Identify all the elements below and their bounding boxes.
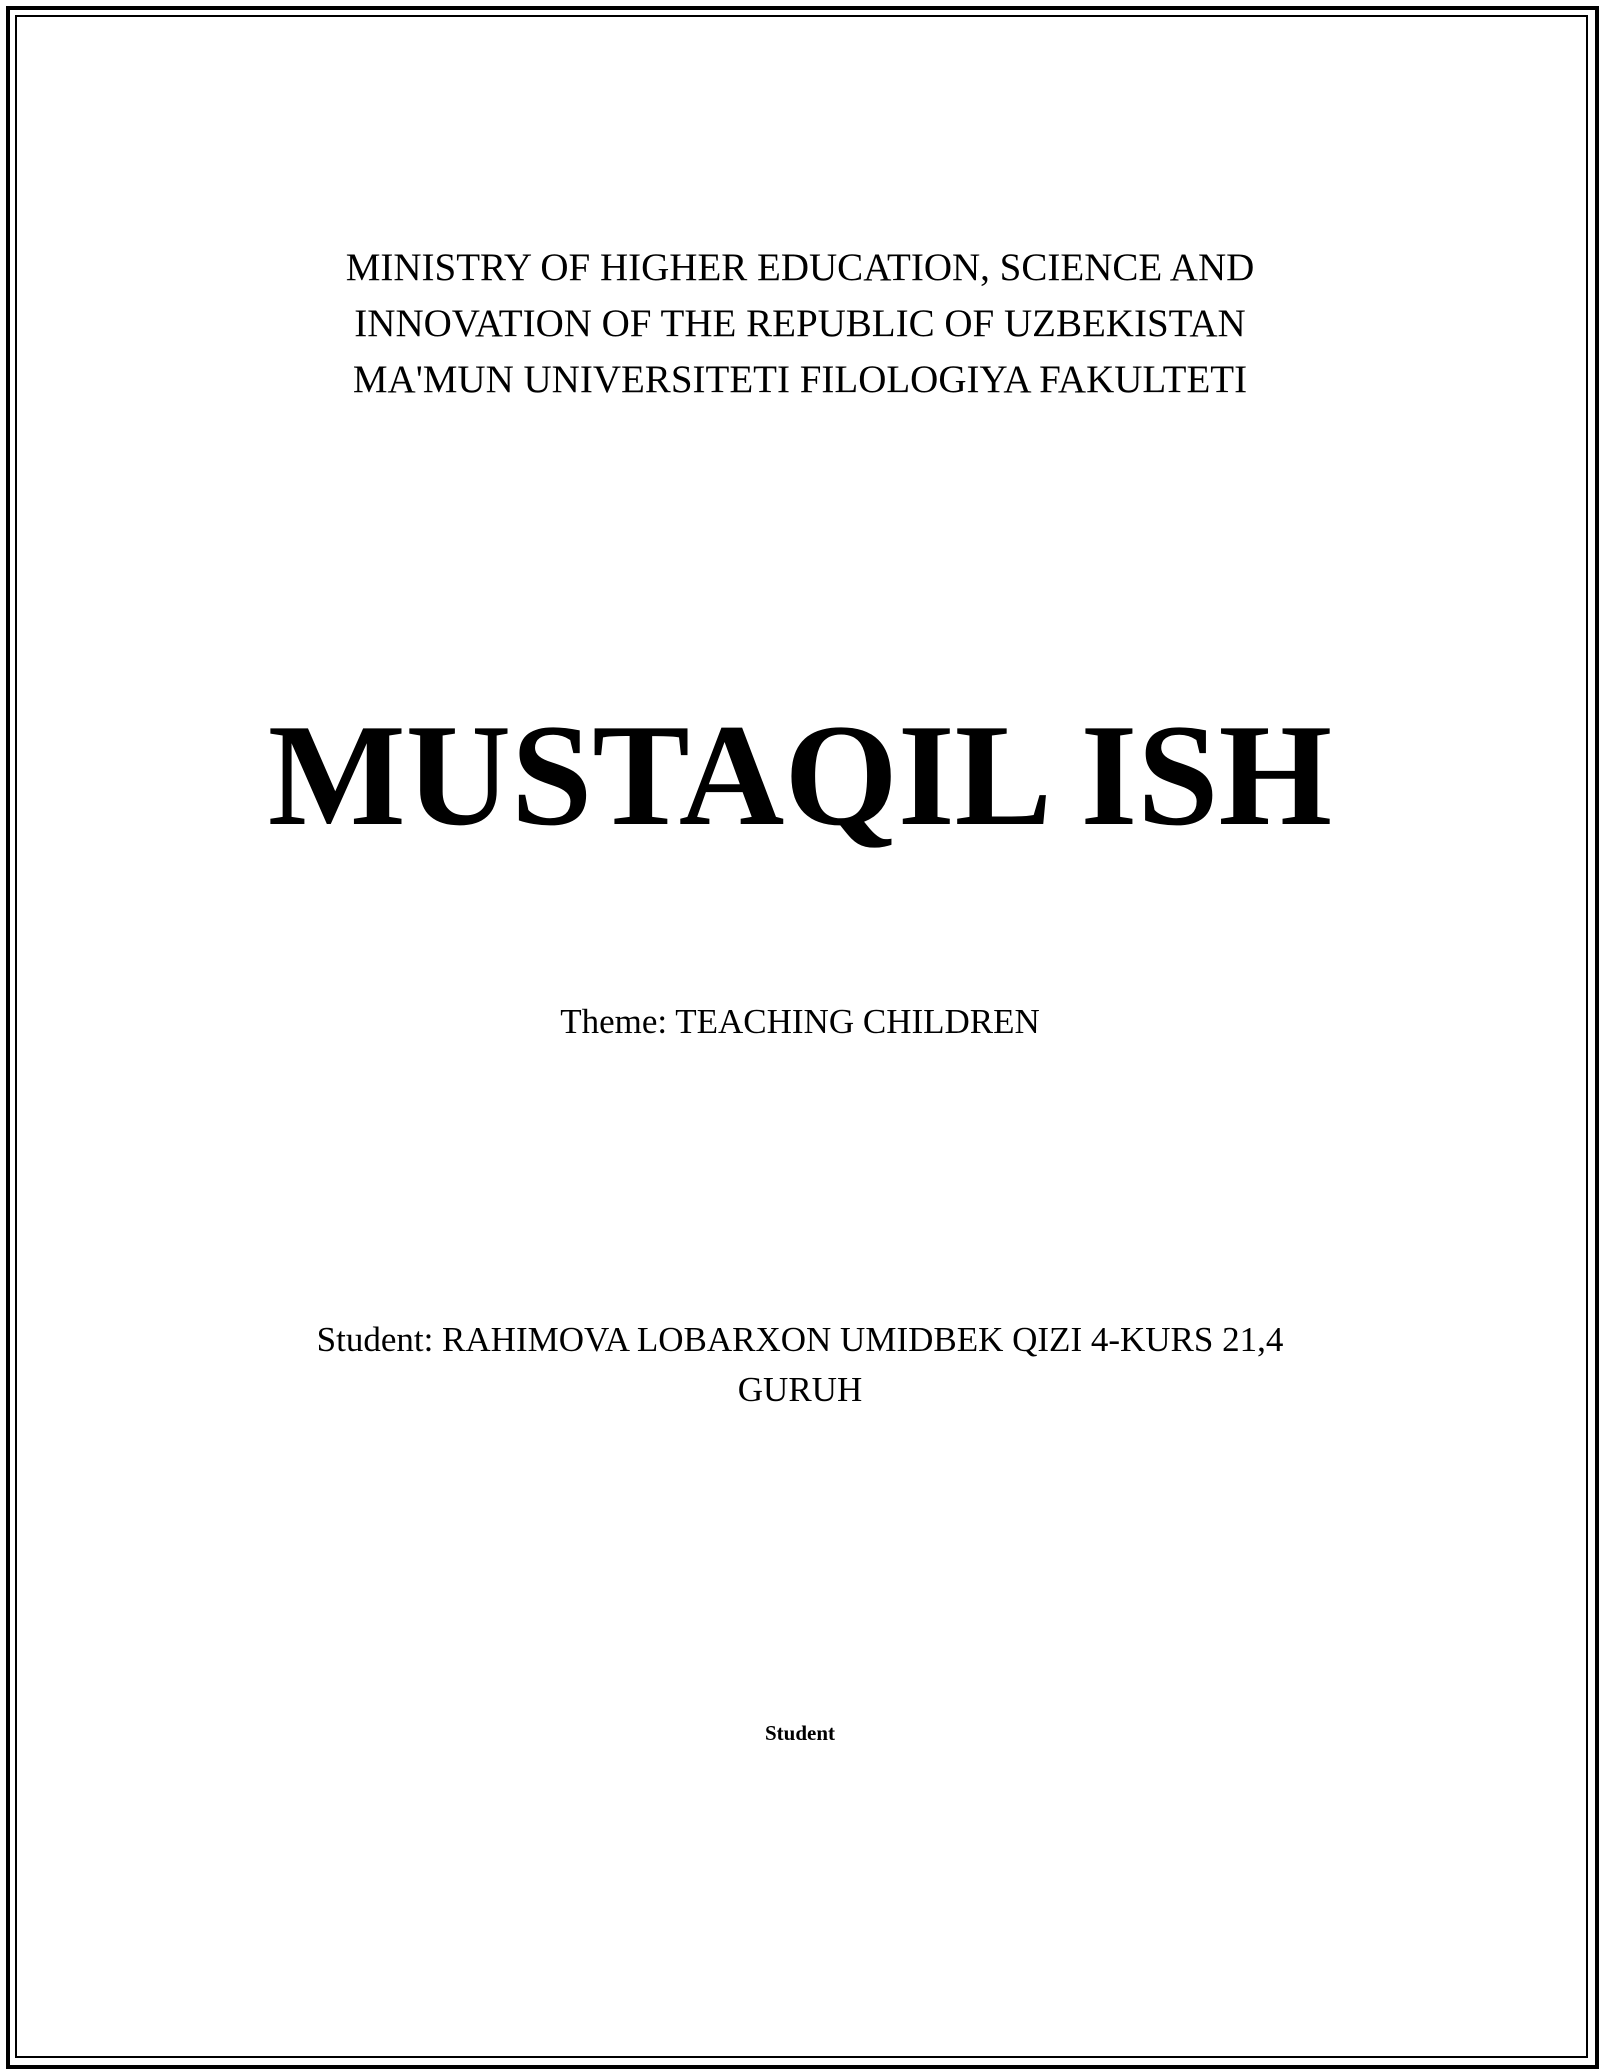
theme-line: Theme: TEACHING CHILDREN (560, 1002, 1040, 1041)
student-line-group: GURUH (737, 1370, 863, 1409)
footer-student-label: Student (764, 1721, 836, 1745)
institution-header (0, 240, 1600, 408)
student-line-name: Student: RAHIMOVA LOBARXON UMIDBEK QIZI 4-KURS 21,4 (316, 1320, 1284, 1359)
student-info (0, 1315, 1600, 1415)
header-line-republic: INNOVATION OF THE REPUBLIC OF UZBEKISTAN (354, 302, 1246, 345)
document-title: MUSTAQIL ISH (267, 694, 1333, 856)
header-line-ministry: MINISTRY OF HIGHER EDUCATION, SCIENCE AND (345, 246, 1255, 289)
header-line-university: MA'MUN UNIVERSITETI FILOLOGIYA FAKULTETI (352, 358, 1248, 401)
